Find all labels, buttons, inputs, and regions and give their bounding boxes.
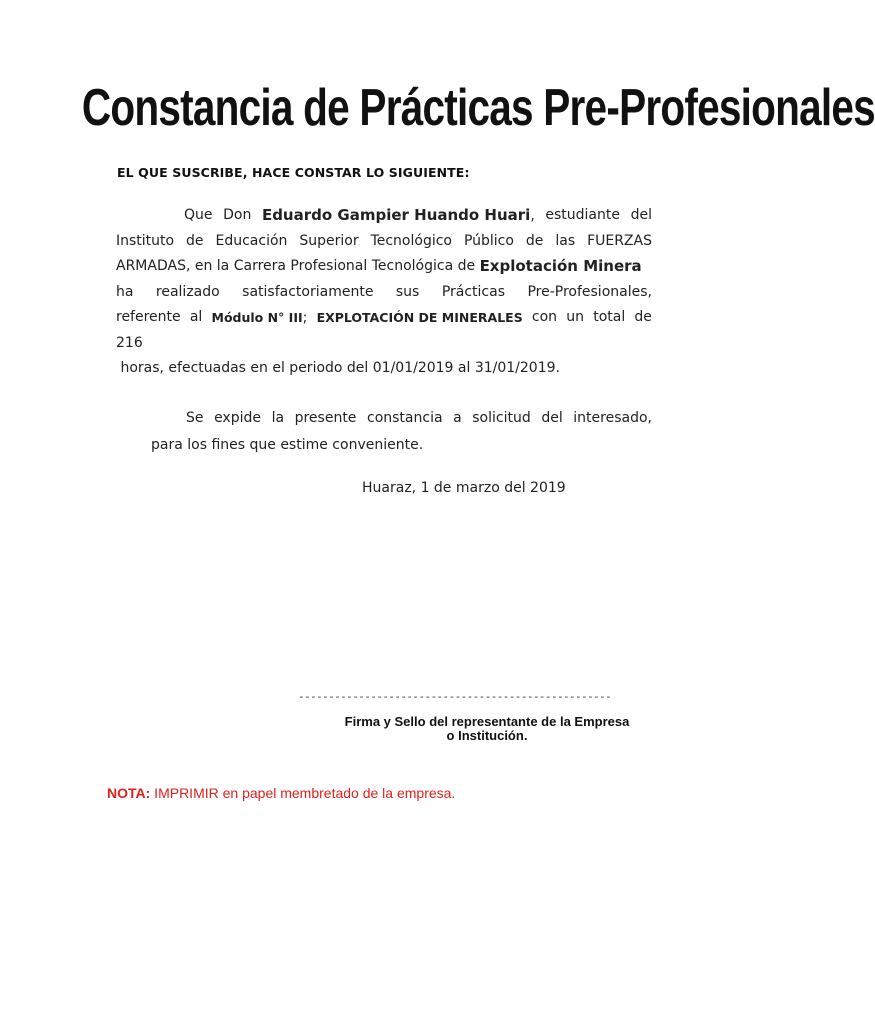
- print-note: [107, 785, 455, 801]
- certify-heading: EL QUE SUSCRIBE, HACE CONSTAR LO SIGUIENTE:: [117, 165, 470, 180]
- module-name: EXPLOTACIÓN DE MINERALES: [316, 310, 523, 325]
- body-word: solicitud: [472, 410, 531, 426]
- note-text: IMPRIMIR en papel membretado de la empresa.: [150, 785, 456, 801]
- body-word: con: [531, 309, 558, 325]
- body-word: al: [189, 309, 203, 325]
- body-line-4: [116, 280, 652, 306]
- student-name-group: [262, 203, 535, 229]
- body-line-5: [116, 305, 652, 331]
- body-word: referente: [116, 309, 181, 325]
- body-word: constancia: [367, 410, 443, 426]
- signature-label-line-2: o Institución.: [446, 728, 528, 743]
- body-word: un: [566, 309, 584, 325]
- document-title: Constancia de Prácticas Pre-Profesionales: [81, 79, 875, 137]
- body-line-7: [116, 356, 652, 382]
- body-word: la: [271, 410, 285, 426]
- body-word: sus: [395, 283, 420, 300]
- body-word: ,: [530, 208, 535, 224]
- issue-line-1: [116, 405, 652, 432]
- body-word: FUERZAS: [587, 232, 652, 249]
- signature-line: ----------------------------------------------------: [298, 690, 612, 703]
- body-word: del: [630, 207, 652, 223]
- note-label: NOTA:: [107, 785, 151, 801]
- signature-label-line-1: Firma y Sello del representante de la Empresa: [344, 714, 630, 729]
- body-word: ha: [116, 283, 134, 300]
- body-word: de: [634, 309, 652, 325]
- body-line-1: [116, 203, 652, 229]
- body-word: las: [555, 232, 576, 249]
- body-word: presente: [294, 410, 357, 426]
- body-word: del: [541, 410, 563, 426]
- module-group: [212, 305, 308, 331]
- body-word: satisfactoriamente: [242, 283, 374, 300]
- body-word: a: [453, 410, 462, 426]
- body-word: interesado,: [573, 410, 652, 426]
- body-word: Pre-Profesionales,: [527, 283, 652, 300]
- issue-purpose-text: para los fines que estime conveniente.: [151, 437, 424, 453]
- body-word: Instituto: [116, 232, 175, 249]
- body-word: estudiante: [545, 207, 620, 223]
- body-word: de: [525, 232, 544, 249]
- body-word: Don: [223, 207, 252, 223]
- body-word: ;: [302, 310, 308, 326]
- body-word: Prácticas: [441, 283, 505, 300]
- body-word: expide: [214, 410, 261, 426]
- issue-paragraph: [116, 405, 652, 459]
- student-name: Eduardo Gampier Huando Huari: [261, 206, 531, 224]
- body-word: Tecnológico: [370, 232, 452, 249]
- issue-line-2: [116, 432, 652, 459]
- body-word: Educación: [215, 232, 288, 249]
- signature-label: [300, 715, 674, 743]
- hours-value: 216: [116, 334, 143, 351]
- body-word: de: [186, 232, 204, 249]
- body-line-6: [116, 331, 652, 357]
- body-line-2: [116, 229, 652, 255]
- issue-date: Huaraz, 1 de marzo del 2019: [362, 480, 566, 496]
- body-text-segment: ARMADAS, en la Carrera Profesional Tecnológica de: [116, 258, 480, 274]
- body-word: Superior: [299, 232, 359, 249]
- body-word: Que: [184, 207, 213, 223]
- body-word: realizado: [155, 283, 220, 300]
- body-word: total: [593, 309, 626, 325]
- body-word: Se: [186, 410, 204, 426]
- module-number: Módulo N° III: [211, 310, 303, 325]
- certificate-body: [116, 203, 652, 382]
- career-name: Explotación Minera: [479, 257, 642, 275]
- body-line-3: [116, 254, 652, 280]
- body-word: Público: [463, 232, 514, 249]
- period-text: horas, efectuadas en el periodo del 01/01/2019 al 31/01/2019.: [116, 360, 560, 376]
